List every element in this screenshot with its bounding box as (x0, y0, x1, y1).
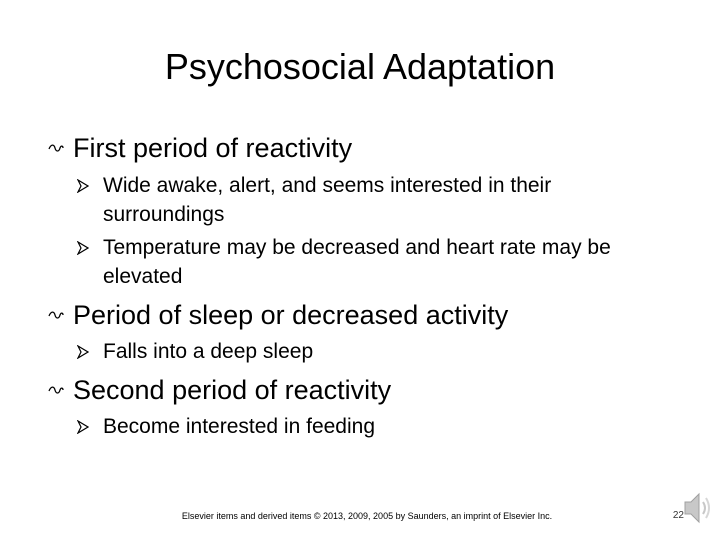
swirl-bullet-icon (46, 299, 66, 331)
page-number: 22 (672, 510, 684, 521)
arrowhead-bullet-icon (76, 233, 90, 262)
arrowhead-bullet-icon (76, 171, 90, 200)
level2-text: Wide awake, alert, and seems interested in their surroundings (103, 174, 552, 226)
swirl-bullet-icon (46, 374, 66, 406)
arrowhead-bullet-icon (76, 412, 90, 441)
slide-title: Psychosocial Adaptation (164, 46, 556, 87)
level2-text: Become interested in feeding (103, 415, 376, 438)
level1-text: Period of sleep or decreased activity (73, 300, 509, 330)
level2-text: Temperature may be decreased and heart rate may be elevated (103, 236, 611, 288)
copyright-footer: Elsevier items and derived items © 2013, 2009, 2005 by Saunders, an imprint of Elsevier Inc. (181, 511, 553, 521)
arrowhead-bullet-icon (76, 337, 90, 366)
level2-text: Falls into a deep sleep (103, 340, 314, 363)
swirl-bullet-icon (46, 132, 66, 164)
level1-text: Second period of reactivity (73, 375, 392, 405)
speaker-icon[interactable] (683, 488, 713, 528)
level1-text: First period of reactivity (73, 133, 353, 163)
